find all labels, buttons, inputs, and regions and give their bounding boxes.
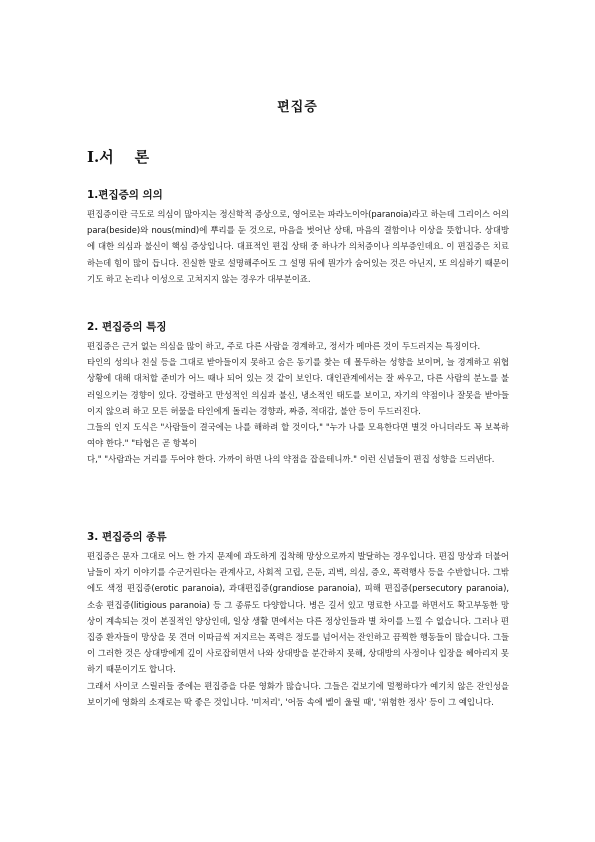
section-types — [87, 530, 509, 710]
section-paragraph: 그들의 인지 도식은 "사람들이 결국에는 나를 해하려 할 것이다," "누가 나를 모욕한다면 별것 아니더라도 꼭 보복하여야 한다." "타협은 곧 항복이 — [87, 422, 509, 449]
chapter-heading: Ⅰ.서 론 — [87, 148, 150, 166]
section-paragraph: 편집증은 근거 없는 의심을 많이 하고, 주로 다른 사람을 경계하고, 정서가 메마른 것이 두드러지는 특징이다. — [87, 341, 481, 351]
document-title: 편집증 — [277, 100, 318, 115]
section-paragraph: 편집증이란 극도로 의심이 많아지는 정신학적 증상으로, 영어로는 파라노이아(paranoia)라고 하는데 그리이스 어의 para(beside)와 nous(mind)에 뿌리를 둔 것으로, 마음을 벗어난 상태, 마음의 결함이나 이상을 뜻합니다. 상대방에 대한 의심과 불신이 핵심 증상입니다. 대표적인 편집 상태 중 하나가 의처증이나 의부증인데요. 이 편집증은 치료하는데 힘이 많이 듭니다. 진실한 말로 설명해주어도 그 설명 뒤에 뭔가가 숨어있는 것은 아닌지, 또 의심하기 때문이기도 하고 논리나 이성으로 고쳐지지 않는 경우가 대부분이죠. — [87, 209, 509, 284]
section-paragraph: 편집증은 문자 그대로 어느 한 가지 문제에 과도하게 집착해 망상으로까지 발달하는 경우입니다. 편집 망상과 더불어 남들이 자기 이야기를 수군거린다는 관계사고, 사회적 고립, 은둔, 괴벽, 의심, 증오, 폭력행사 등을 수반합니다. 그밖에도 색정 편집증(erotic paranoia), 과대편집증(grandiose paranoia), 피해 편집증(persecutory paranoia), 소송 편집증(litigious paranoia) 등 그 종류도 다양합니다. 병은 길서 있고 명료한 사고를 하면서도 확고부동한 망상이 계속되는 것이 본질적인 양상인데, 일상 생활 면에서는 다른 정상인들과 별 차이를 느낄 수 없습니다. 그러나 편집증 환자들이 망상을 못 견뎌 이따금씩 저지르는 폭력은 정도를 넘어서는 잔인하고 끔찍한 행동들이 많습니다. 그들이 그러한 것은 상대방에게 깊이 사로잡히면서 나와 상대방을 분간하지 못해, 상대방의 사정이나 입장을 헤아리지 못하기 때문이기도 합니다. — [87, 551, 509, 675]
section-heading: 3. 편집증의 종류 — [87, 531, 167, 543]
section-heading: 2. 편집증의 특징 — [87, 321, 167, 333]
section-paragraph: 타인의 성의나 친실 등을 그대로 받아들이지 못하고 숨은 동기를 찾는 데 몰두하는 성향을 보이며, 늘 경계하고 위협 상황에 대해 대처할 준비가 어느 때나 되어 있는 것 같이 보인다. 대인관계에서는 잘 싸우고, 다른 사람의 분노를 불러일으키는 경향이 있다. 강렬하고 만성적인 의심과 불신, 냉소적인 태도를 보이고, 자기의 약점이나 잘못을 받아들이지 않으려 하고 모든 허물을 타인에게 돌리는 경향과, 짜증, 적대감, 불안 등이 두드러진다. — [87, 357, 509, 416]
section-heading: 1.편집증의 의의 — [87, 189, 163, 201]
section-paragraph: 그래서 사이코 스릴러들 중에는 편집증을 다룬 영화가 많습니다. 그들은 겉보기에 멀쩡하다가 예기치 않은 잔인성을 보이기에 영화의 소재로는 딱 좋은 것입니다. '미저리', '어둠 속에 벨이 울릴 때', '위험한 정사' 등이 그 예입니다. — [87, 680, 509, 707]
section-paragraph: 다," "사람과는 거리를 두어야 한다. 가까이 하면 나의 약점을 잡을테니까." 이런 신념들이 편집 성향을 드러낸다. — [87, 454, 495, 465]
section-characteristics — [87, 320, 509, 468]
section-meaning — [87, 188, 509, 287]
